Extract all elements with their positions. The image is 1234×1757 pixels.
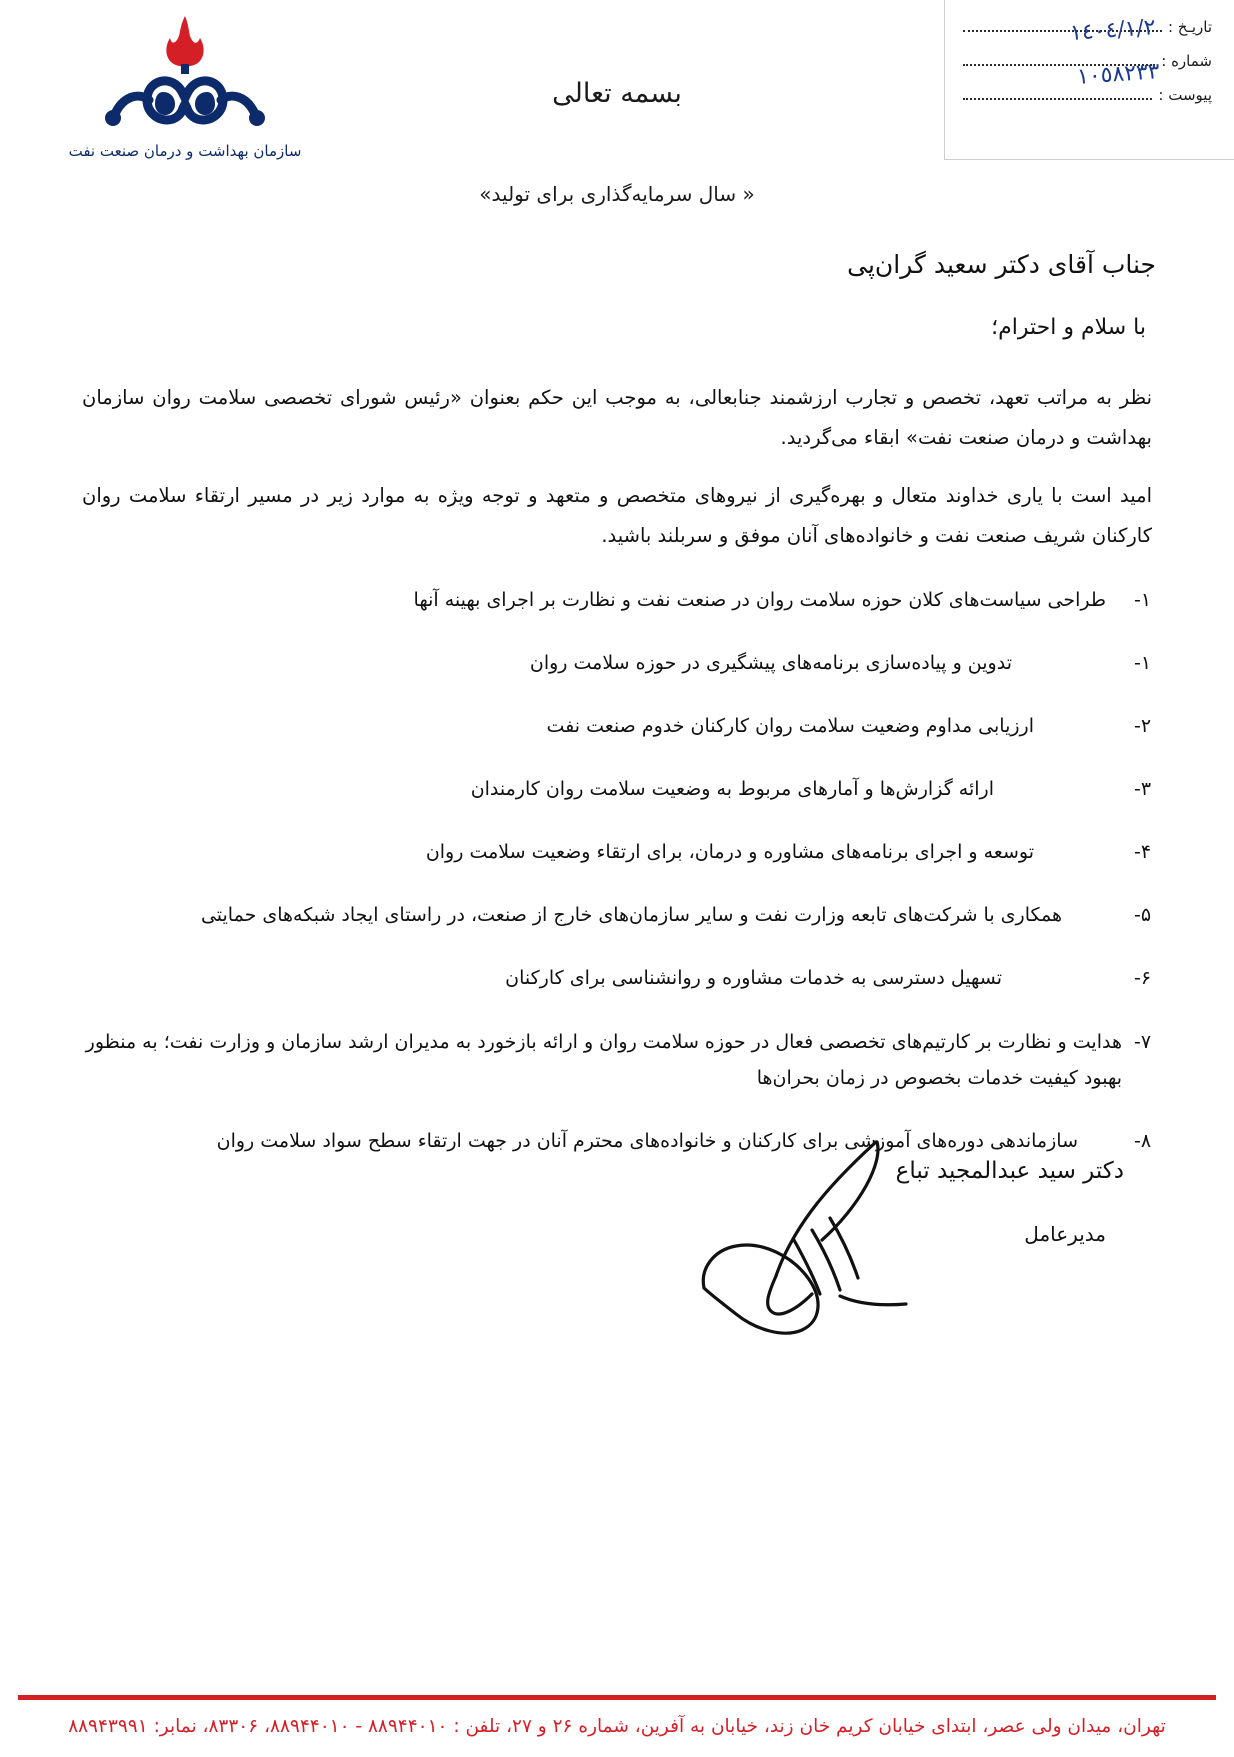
list-item: [60, 834, 1174, 870]
footer-address-line: تهران، میدان ولی عصر، ابتدای خیابان کریم خان زند، خیابان به آفرین، شماره ۲۶ و ۲۷، تلفن : ۸۸۹۴۴۰۱۰ - ۸۸۹۴۴۰۱۰، ۸۳۳۰۶، نمابر: ۸۸۹۴۳۹۹۱: [68, 1716, 1166, 1738]
list-item-text: تسهیل دسترسی به خدمات مشاوره و روانشناسی برای کارکنان: [505, 967, 1002, 990]
list-item-text: همکاری با شرکت‌های تابعه وزارت نفت و سایر سازمان‌های خارج از صنعت، در راستای ایجاد شبکه‌های حمایتی: [200, 904, 1062, 927]
letter-body: [60, 250, 1174, 1186]
list-item: [60, 960, 1174, 996]
list-item: [60, 897, 1174, 933]
list-item-text: هدایت و نظارت بر کارتیم‌های تخصصی فعال در حوزه سلامت روان و ارائه بازخورد به مدیران ارشد سازمان و وزارت نفت؛ به منظور بهبود کیفیت خدمات بخصوص در زمان بحران‌ها: [85, 1030, 1122, 1089]
signature-block: [604, 1130, 1124, 1360]
logo-caption: سازمان بهداشت و درمان صنعت نفت: [68, 142, 302, 160]
paragraph-2: امید است با یاری خداوند متعال و بهره‌گیری از نیروهای متخصص و متعهد و توجه ویژه به موارد زیر در مسیر ارتقاء سلامت روان کارکنان شریف صنعت نفت و خانواده‌های آنان موفق و سربلند باشید.: [82, 483, 1152, 547]
list-item-number: ١-: [1134, 651, 1152, 674]
list-item-number: ٨-: [1134, 1129, 1152, 1152]
list-item: [60, 1024, 1174, 1096]
list-item-number: ۵-: [1134, 904, 1152, 927]
list-item-number: ٧-: [1134, 1030, 1152, 1053]
duties-list: [60, 582, 1174, 1159]
greeting-line: با سلام و احترام؛: [991, 315, 1146, 340]
list-item-text: سازماندهی دوره‌های آموزشی برای کارکنان و خانواده‌های محترم آنان در جهت ارتقاء سطح سواد سلامت روان: [216, 1129, 1078, 1152]
list-item: [60, 582, 1174, 618]
oil-industry-health-logo-icon: [85, 14, 285, 134]
list-item-text: طراحی سیاست‌های کلان حوزه سلامت روان در صنعت نفت و نظارت بر اجرای بهینه آنها: [413, 588, 1106, 611]
list-item: [60, 771, 1174, 807]
list-item-number: ٣-: [1134, 778, 1152, 801]
year-slogan: « سال سرمایه‌گذاری برای تولید»: [479, 182, 755, 206]
list-item-number: ١-: [1134, 588, 1152, 611]
date-value: ١٤٠٤/١/٢: [1069, 15, 1157, 46]
list-item-number: ٢-: [1134, 715, 1152, 738]
list-item-number: ۶-: [1134, 967, 1152, 990]
footer-divider: [18, 1695, 1216, 1700]
addressee-line: جناب آقای دکتر سعید گران‌پی: [847, 250, 1156, 279]
handwritten-signature-icon: [644, 1090, 974, 1350]
signer-title: مدیرعامل: [1024, 1222, 1106, 1246]
besmeh-text: بسمه تعالی: [552, 78, 682, 109]
attachment-label: پیوست :: [1158, 86, 1212, 104]
list-item-number: ۴-: [1134, 841, 1152, 864]
number-label: شماره :: [1161, 52, 1212, 70]
list-item-text: ارزیابی مداوم وضعیت سلامت روان کارکنان خدوم صنعت نفت: [546, 715, 1034, 738]
page-footer: [0, 1695, 1234, 1757]
list-item-text: توسعه و اجرای برنامه‌های مشاوره و درمان، برای ارتقاء وضعیت سلامت روان: [425, 841, 1034, 864]
paragraph-1: نظر به مراتب تعهد، تخصص و تجارب ارزشمند جنابعالی، به موجب این حکم بعنوان «رئیس شورای تخصصی سلامت روان سازمان بهداشت و درمان صنعت نفت» ابقاء می‌گردید.: [82, 386, 1152, 449]
signer-name: دکتر سید عبدالمجید تباع: [895, 1158, 1124, 1184]
date-label: تاریـخ :: [1167, 18, 1212, 36]
list-item: [60, 708, 1174, 744]
list-item-text: ارائه گزارش‌ها و آمارهای مربوط به وضعیت سلامت روان کارمندان: [470, 778, 994, 801]
list-item-text: تدوین و پیاده‌سازی برنامه‌های پیشگیری در حوزه سلامت روان: [529, 651, 1012, 674]
list-item: [60, 645, 1174, 681]
number-value: ١٠٥٨٢٣٣: [1076, 59, 1161, 90]
